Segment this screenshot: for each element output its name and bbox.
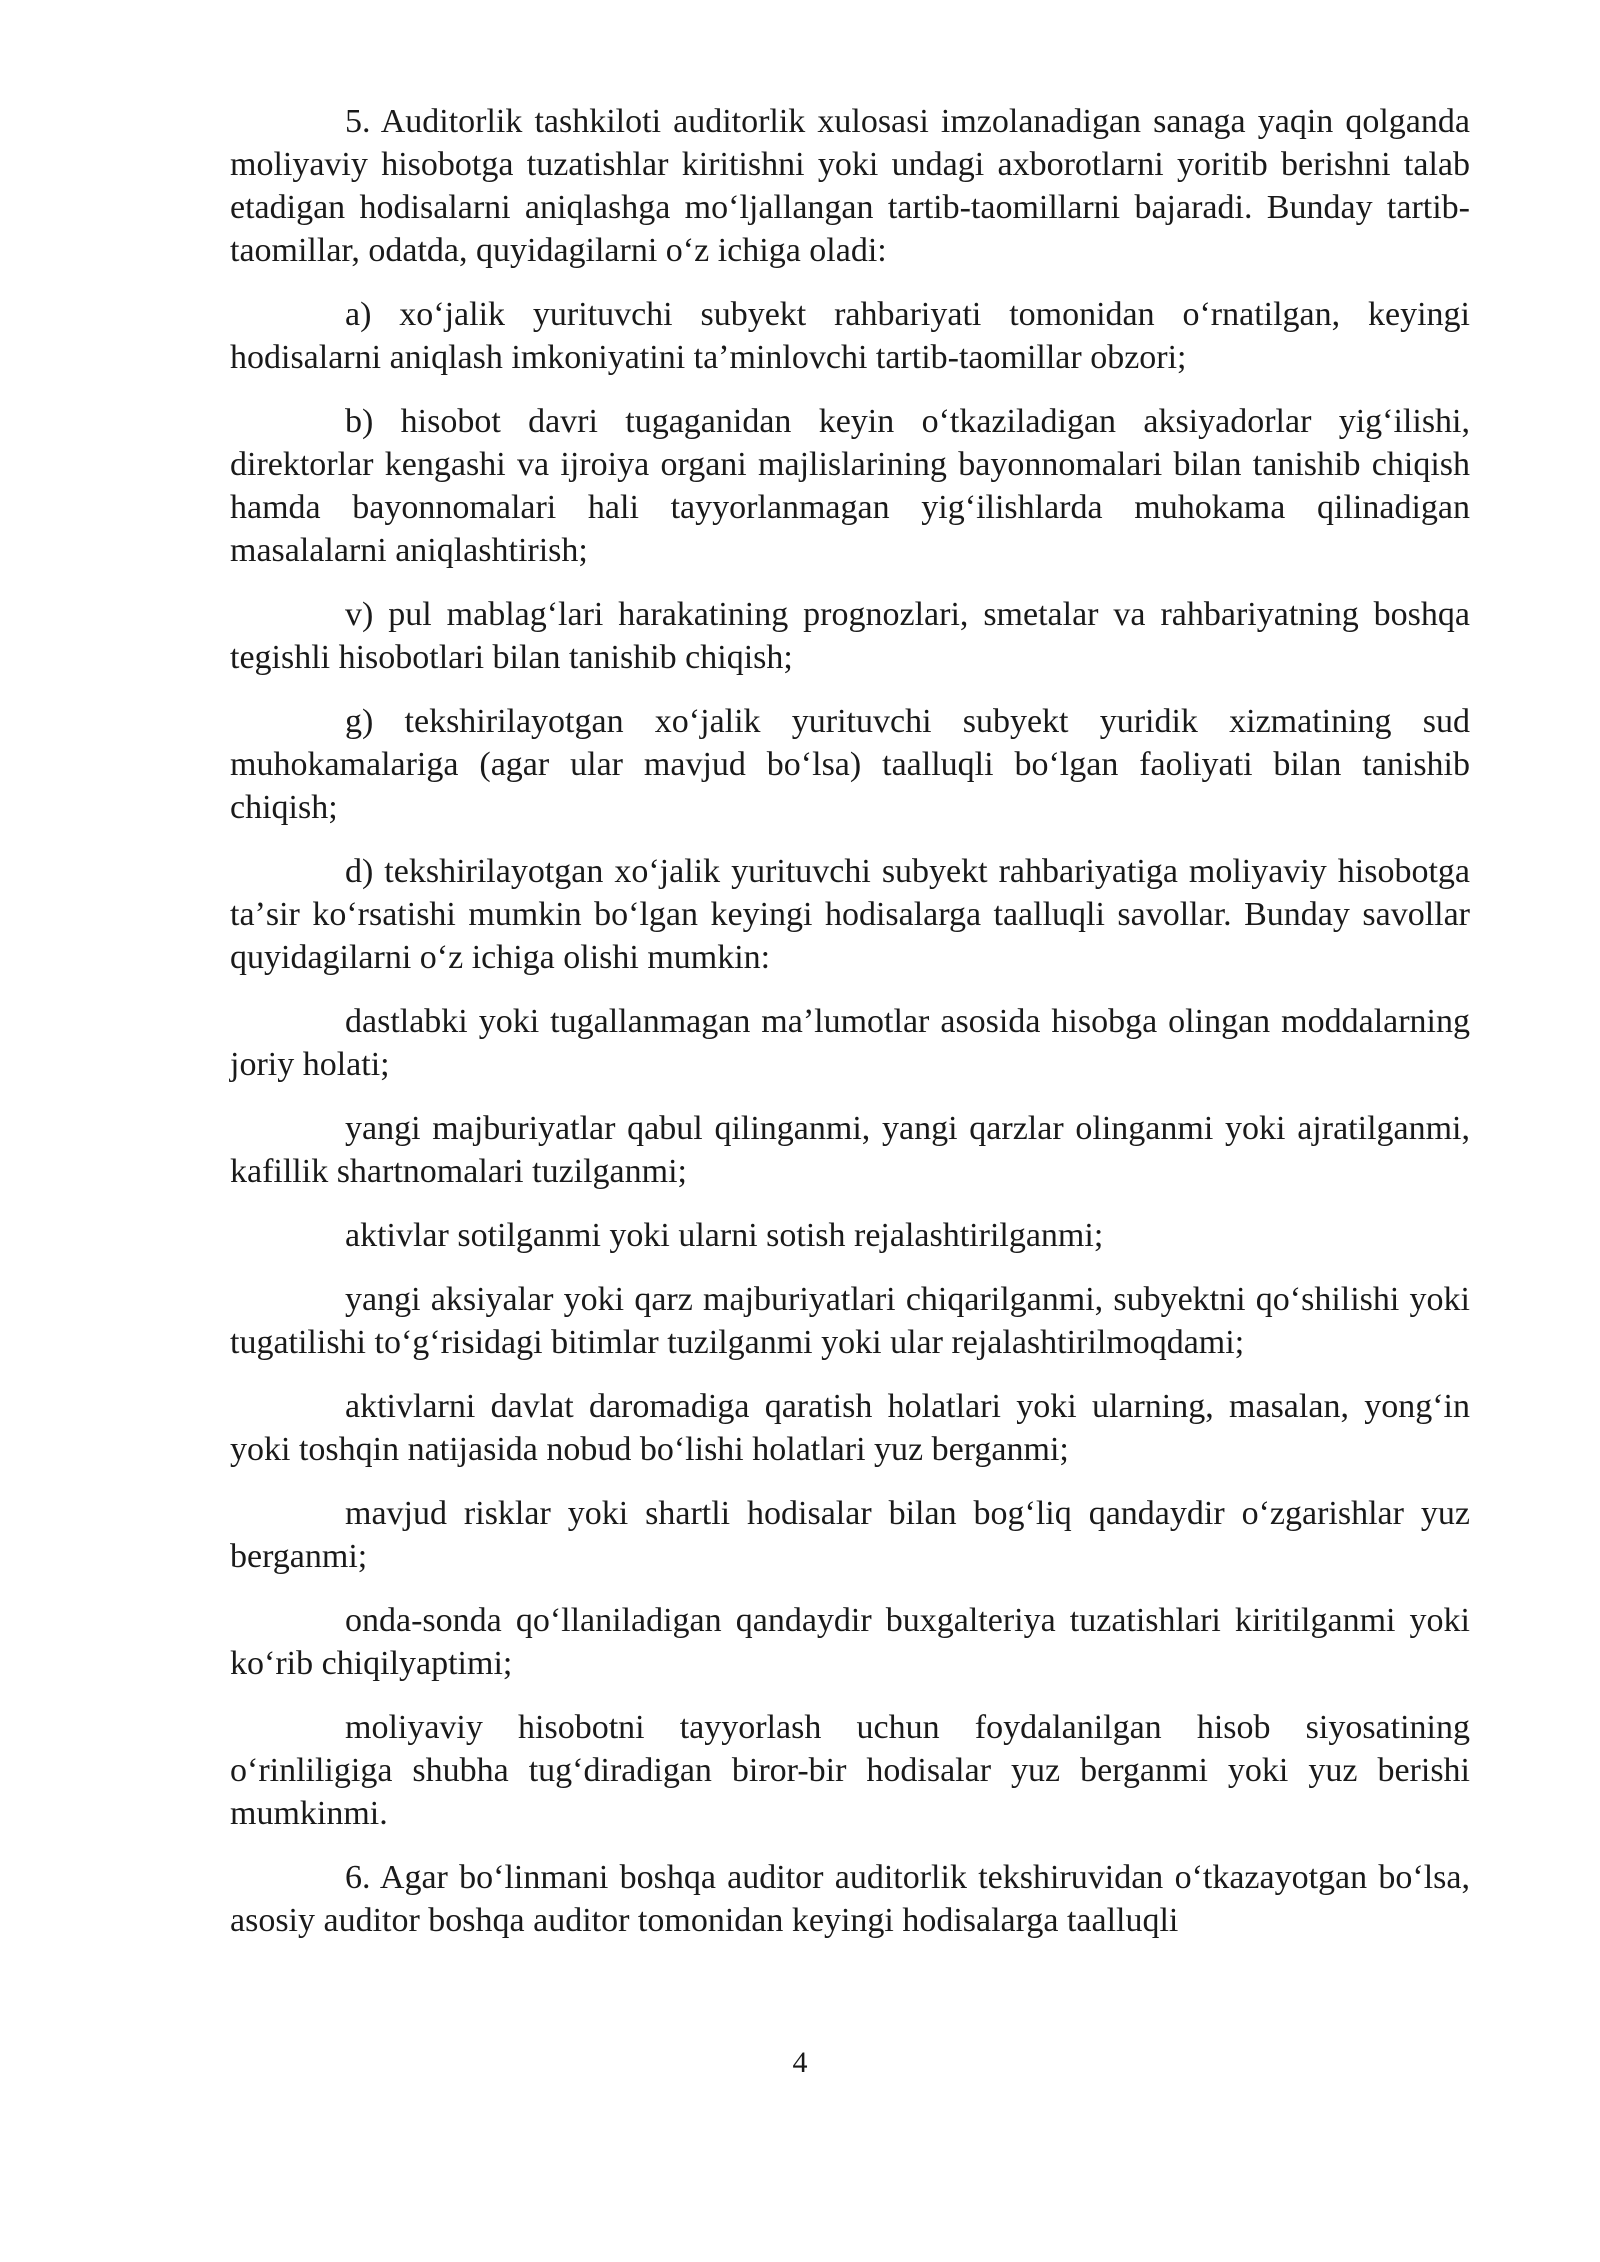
list-item-question: aktivlarni davlat daromadiga qaratish holatlari yoki ularning, masalan, yongʻin yoki toshqin natijasida nobud boʻlishi holatlari yuz berganmi; xyxy=(230,1388,1470,1468)
list-item-question: yangi aksiyalar yoki qarz majburiyatlari chiqarilganmi, subyektni qoʻshilishi yoki tugatilishi toʻgʻrisidagi bitimlar tuzilganmi yoki ular rejalashtirilmoqdami; xyxy=(230,1281,1470,1361)
page-number: 4 xyxy=(792,2046,808,2079)
paragraph-item-a: a) xoʻjalik yurituvchi subyekt rahbariyati tomonidan oʻrnatilgan, keyingi hodisalarni aniqlash imkoniyatini taʼminlovchi tartib-taomillar obzori; xyxy=(230,296,1470,376)
list-item-question: moliyaviy hisobotni tayyorlash uchun foydalanilgan hisob siyosatining oʻrinliligiga shubha tugʻdiradigan biror-bir hodisalar yuz berganmi yoki yuz berishi mumkinmi. xyxy=(230,1709,1470,1832)
list-item-question: aktivlar sotilganmi yoki ularni sotish rejalashtirilganmi; xyxy=(345,1217,1104,1254)
paragraph-item-d: d) tekshirilayotgan xoʻjalik yurituvchi subyekt rahbariyatiga moliyaviy hisobotga taʼsir koʻrsatishi mumkin boʻlgan keyingi hodisalarga taalluqli savollar. Bunday savollar quyidagilarni oʻz ichiga olishi mumkin: xyxy=(230,853,1470,976)
paragraph-item-v: v) pul mablagʻlari harakatining prognozlari, smetalar va rahbariyatning boshqa tegishli hisobotlari bilan tanishib chiqish; xyxy=(230,596,1470,676)
list-item-question: onda-sonda qoʻllaniladigan qandaydir buxgalteriya tuzatishlari kiritilganmi yoki koʻrib chiqilyaptimi; xyxy=(230,1602,1470,1682)
paragraph-item-b: b) hisobot davri tugaganidan keyin oʻtkaziladigan aksiyadorlar yigʻilishi, direktorlar kengashi va ijroiya organi majlislarining bayonnomalari bilan tanishib chiqish hamda bayonnomalari hali tayyorlanmagan yigʻilishlarda muhokama qilinadigan masalalarni aniqlashtirish; xyxy=(230,403,1470,569)
list-item-question: mavjud risklar yoki shartli hodisalar bilan bogʻliq qandaydir oʻzgarishlar yuz berganmi; xyxy=(230,1495,1470,1575)
list-item-question: dastlabki yoki tugallanmagan maʼlumotlar asosida hisobga olingan moddalarning joriy holati; xyxy=(230,1003,1470,1083)
list-item-question: yangi majburiyatlar qabul qilinganmi, yangi qarzlar olinganmi yoki ajratilganmi, kafillik shartnomalari tuzilganmi; xyxy=(230,1110,1470,1190)
paragraph-6: 6. Agar boʻlinmani boshqa auditor auditorlik tekshiruvidan oʻtkazayotgan boʻlsa, asosiy auditor boshqa auditor tomonidan keyingi hodisalarga taalluqli xyxy=(230,1859,1470,1939)
document-page xyxy=(230,100,1470,1963)
paragraph-item-g: g) tekshirilayotgan xoʻjalik yurituvchi subyekt yuridik xizmatining sud muhokamalariga (agar ular mavjud boʻlsa) taalluqli boʻlgan faoliyati bilan tanishib chiqish; xyxy=(230,703,1470,826)
paragraph-5: 5. Auditorlik tashkiloti auditorlik xulosasi imzolanadigan sanaga yaqin qolganda moliyaviy hisobotga tuzatishlar kiritishni yoki undagi axborotlarni yoritib berishni talab etadigan hodisalarni aniqlashga moʻljallangan tartib-taomillarni bajaradi. Bunday tartib-taomillar, odatda, quyidagilarni oʻz ichiga oladi: xyxy=(230,103,1470,269)
